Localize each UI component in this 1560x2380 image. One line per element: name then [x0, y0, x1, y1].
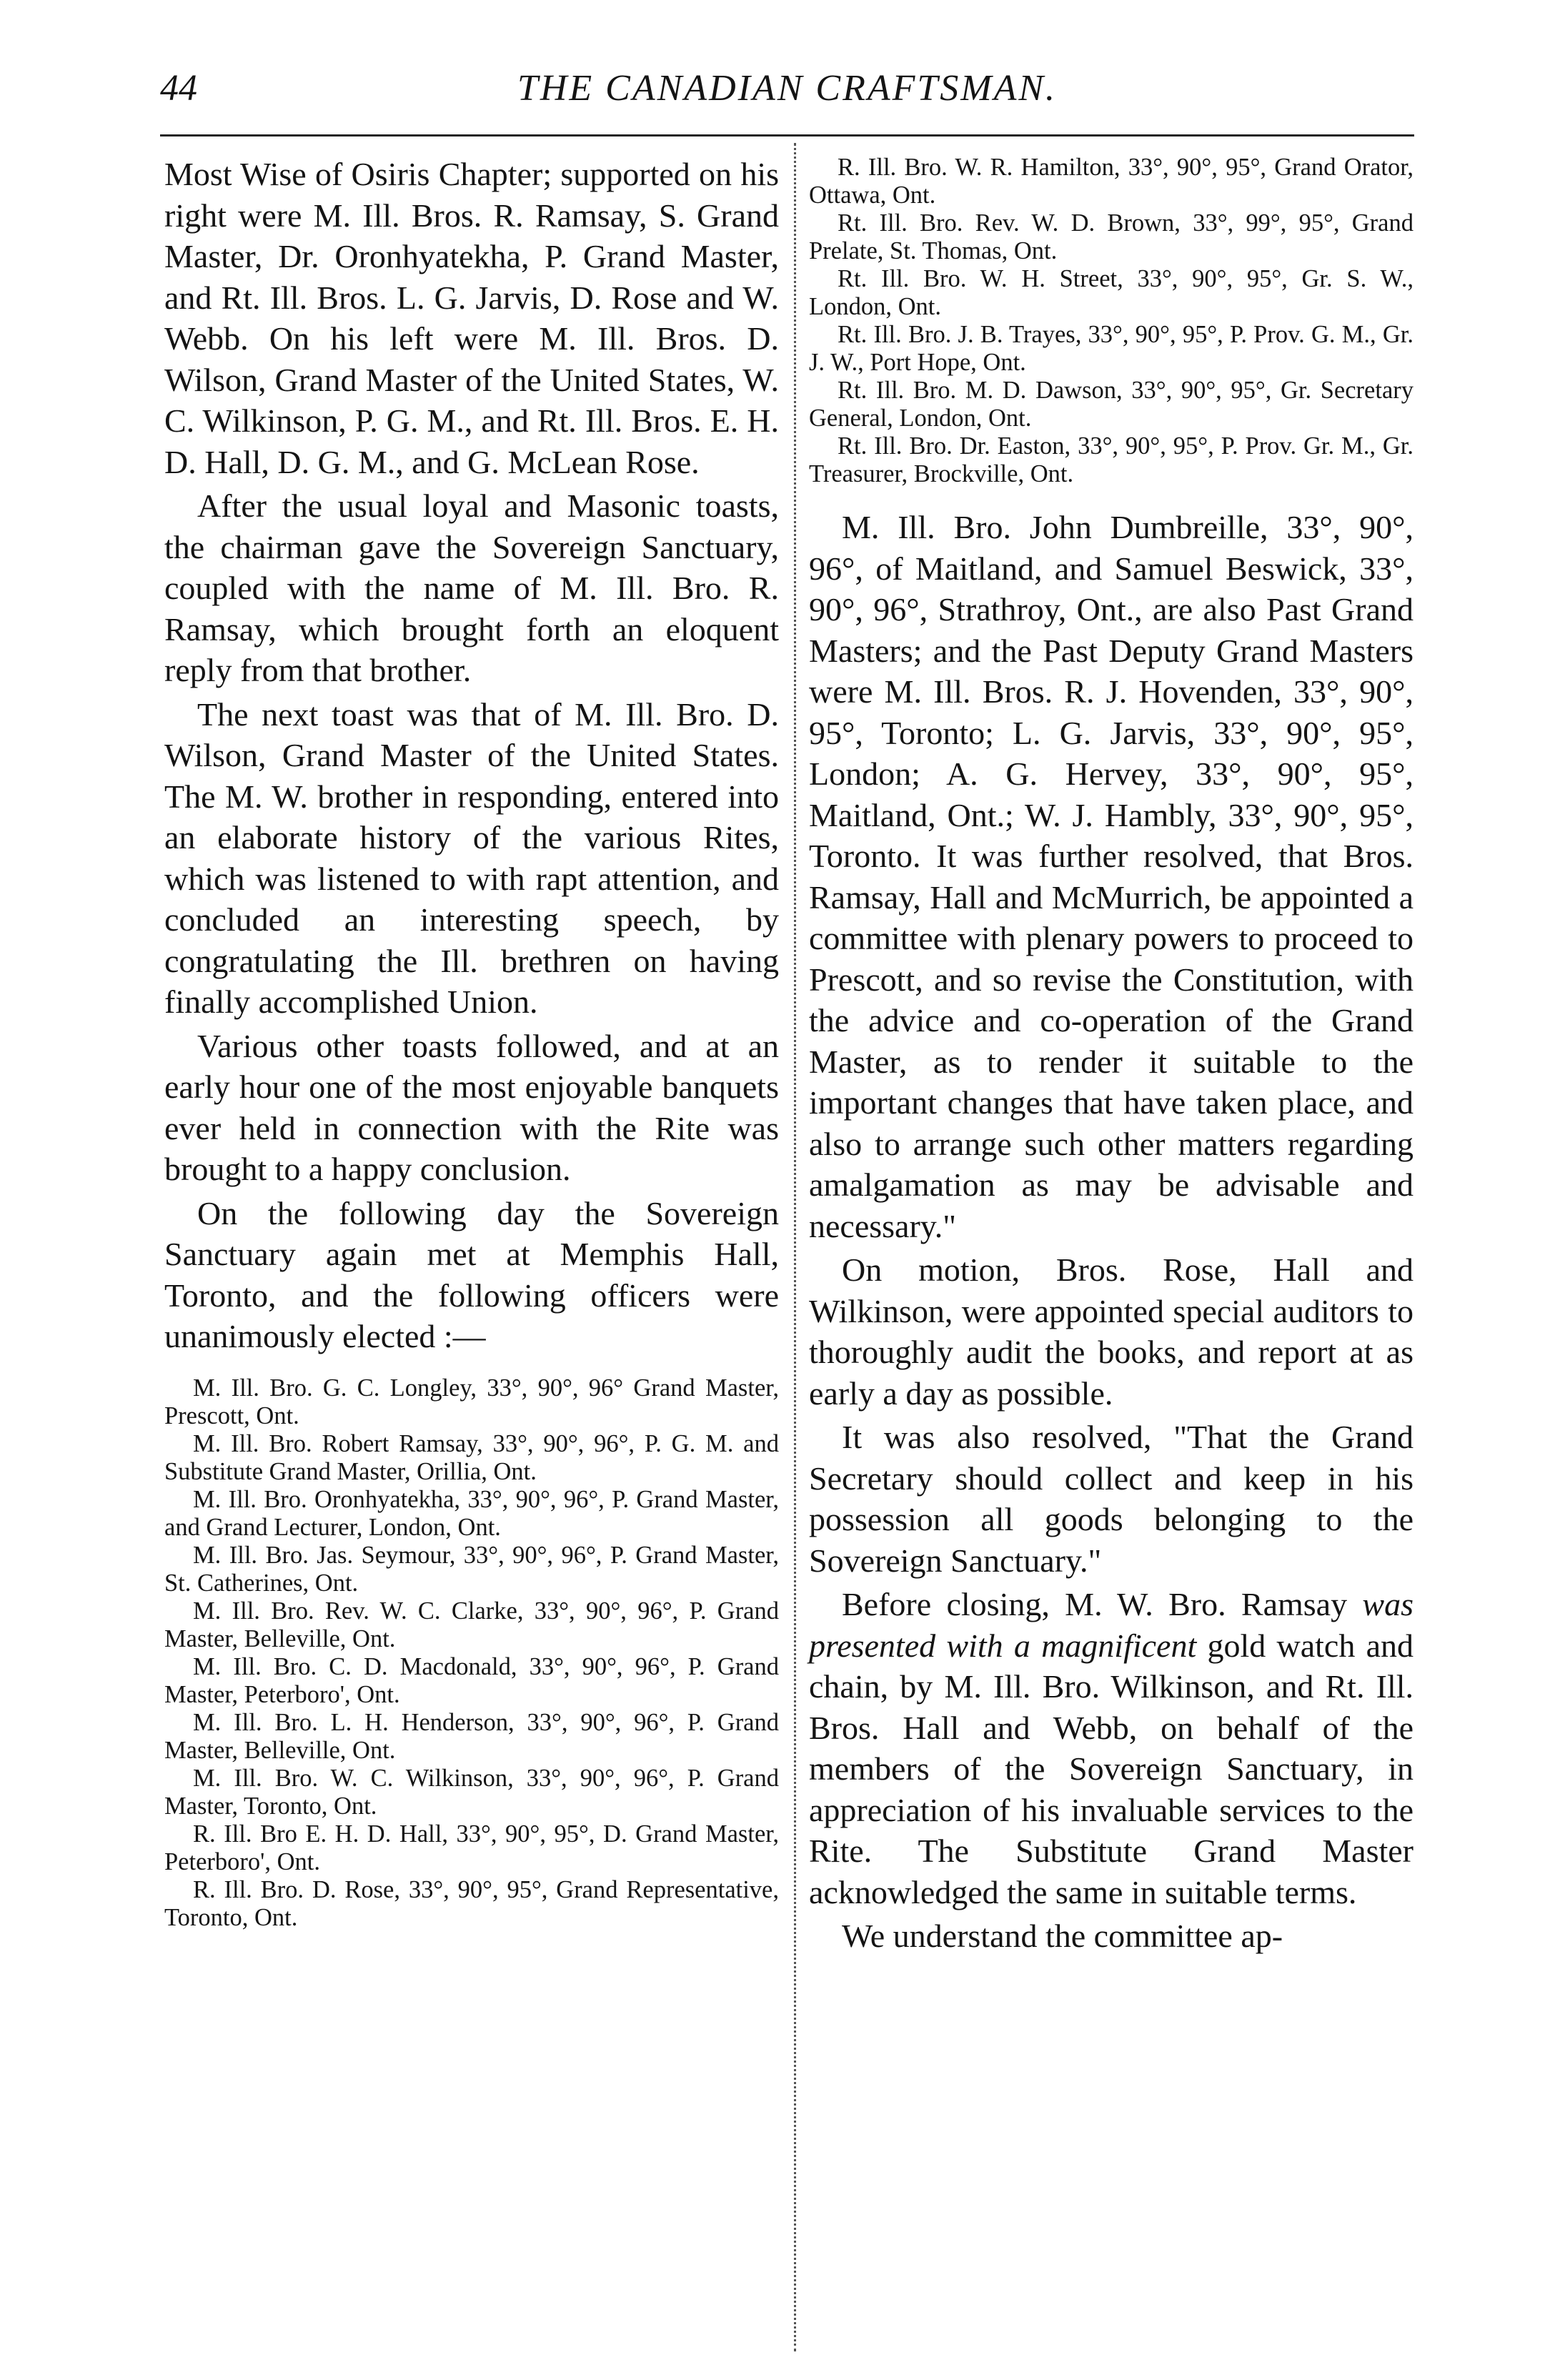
officer-entry: M. Ill. Bro. Rev. W. C. Clarke, 33°, 90°, 96°, P. Grand Master, Belleville, Ont. — [164, 1597, 779, 1652]
paragraph: M. Ill. Bro. John Dumbreille, 33°, 90°, 96°, of Maitland, and Samuel Beswick, 33°, 90°, 96°, Strathroy, Ont., are also Past Grand Masters; and the Past Deputy Grand Masters were M. Ill. Bros. R. J. Hovenden, 33°, 90°, 95°, Toronto; L. G. Jarvis, 33°, 90°, 95°, London; A. G. Hervey, 33°, 90°, 95°, Maitland, Ont.; W. J. Hambly, 33°, 90°, 95°, Toronto. It was further resolved, that Bros. Ramsay, Hall and McMurrich, be appointed a committee with plenary powers to proceed to Prescott, and so revise the Constitution, with the advice and co-operation of the Grand Master, as to render it suitable to the important changes that have taken place, and also to arrange such other matters regarding amalgamation as may be advisable and necessary." — [809, 509, 1414, 1244]
paragraph: We understand the committee ap- — [842, 1918, 1283, 1954]
officer-entry: R. Ill. Bro. W. R. Hamilton, 33°, 90°, 95°, Grand Orator, Ottawa, Ont. — [809, 154, 1414, 209]
officer-entry: M. Ill. Bro. Jas. Seymour, 33°, 90°, 96°, P. Grand Master, St. Catherines, Ont. — [164, 1541, 779, 1597]
italic-text: was presented with a magnificent — [809, 1586, 1414, 1664]
officer-entry: Rt. Ill. Bro. M. D. Dawson, 33°, 90°, 95°, Gr. Secretary General, London, Ont. — [809, 377, 1414, 432]
officer-entry: R. Ill. Bro E. H. D. Hall, 33°, 90°, 95°, D. Grand Master, Peterboro', Ont. — [164, 1820, 779, 1875]
officer-entry: M. Ill. Bro. W. C. Wilkinson, 33°, 90°, 96°, P. Grand Master, Toronto, Ont. — [164, 1764, 779, 1820]
running-title: THE CANADIAN CRAFTSMAN. — [517, 68, 1058, 109]
paragraph: It was also resolved, "That the Grand Secretary should collect and keep in his possession all goods belonging to the Sovereign Sanctuary." — [809, 1419, 1414, 1579]
officer-entry: Rt. Ill. Bro. Rev. W. D. Brown, 33°, 99°, 95°, Grand Prelate, St. Thomas, Ont. — [809, 209, 1414, 264]
officer-entry: M. Ill. Bro. C. D. Macdonald, 33°, 90°, 96°, P. Grand Master, Peterboro', Ont. — [164, 1652, 779, 1708]
officer-entry: Rt. Ill. Bro. W. H. Street, 33°, 90°, 95°, Gr. S. W., London, Ont. — [809, 265, 1414, 320]
paragraph: The next toast was that of M. Ill. Bro. D. Wilson, Grand Master of the United States. The M. W. brother in responding, entered into an elaborate history of the various Rites, which was listened to with rapt attention, and concluded an interesting speech, by congratulating the Ill. brethren on having finally accomplished Union. — [164, 695, 779, 1020]
paragraph: After the usual loyal and Masonic toasts, the chairman gave the Sovereign Sanctuary, coupled with the name of M. Ill. Bro. R. Ramsay, which brought forth an eloquent reply from that brother. — [164, 487, 779, 688]
officer-entry: M. Ill. Bro. Oronhyatekha, 33°, 90°, 96°, P. Grand Master, and Grand Lecturer, London, Ont. — [164, 1485, 779, 1541]
paragraph: Various other toasts followed, and at an early hour one of the most enjoyable banquets ever held in connection with the Rite was brought to a happy conclusion. — [164, 1027, 779, 1187]
paragraph: Most Wise of Osiris Chapter; supported on his right were M. Ill. Bros. R. Ramsay, S. Grand Master, Dr. Oronhyatekha, P. Grand Master, and Rt. Ill. Bros. L. G. Jarvis, D. Rose and W. Webb. On his left were M. Ill. Bros. D. Wilson, Grand Master of the United States, W. C. Wilkinson, P. G. M., and Rt. Ill. Bros. E. H. D. Hall, D. G. M., and G. McLean Rose. — [164, 156, 779, 480]
spacer — [809, 488, 1414, 507]
paragraph-text: gold watch and chain, by M. Ill. Bro. Wilkinson, and Rt. Ill. Bros. Hall and Webb, on behalf of the members of the Sovereign Sanctuary, in appreciation of his invaluable services to the Rite. The Substitute Grand Master acknowledged the same in suitable terms. — [809, 1627, 1414, 1910]
officer-entry: M. Ill. Bro. Robert Ramsay, 33°, 90°, 96°, P. G. M. and Substitute Grand Master, Orillia, Ont. — [164, 1429, 779, 1485]
officer-list — [164, 1374, 779, 1932]
paragraph: On motion, Bros. Rose, Hall and Wilkinson, were appointed special auditors to thoroughly audit the books, and report at as early a day as possible. — [809, 1251, 1414, 1412]
officer-entry: M. Ill. Bro. L. H. Henderson, 33°, 90°, 96°, P. Grand Master, Belleville, Ont. — [164, 1708, 779, 1764]
officer-entry: Rt. Ill. Bro. Dr. Easton, 33°, 90°, 95°, P. Prov. Gr. M., Gr. Treasurer, Brockville, Ont. — [809, 432, 1414, 487]
paragraph — [809, 1584, 1414, 1913]
officer-entry: R. Ill. Bro. D. Rose, 33°, 90°, 95°, Grand Representative, Toronto, Ont. — [164, 1875, 779, 1931]
right-column — [809, 154, 1414, 1957]
officer-entry: Rt. Ill. Bro. J. B. Trayes, 33°, 90°, 95°, P. Prov. G. M., Gr. J. W., Port Hope, Ont. — [809, 321, 1414, 376]
page-header — [160, 67, 1414, 117]
paragraph: On the following day the Sovereign Sanctuary again met at Memphis Hall, Toronto, and the following officers were unanimously elected :— — [164, 1194, 779, 1354]
left-column — [164, 154, 779, 1932]
page-number: 44 — [160, 68, 197, 109]
officer-entry: M. Ill. Bro. G. C. Longley, 33°, 90°, 96° Grand Master, Prescott, Ont. — [164, 1374, 779, 1429]
officer-list — [809, 154, 1414, 488]
column-divider — [794, 143, 796, 2351]
paragraph-text: Before closing, M. W. Bro. Ramsay — [842, 1586, 1363, 1622]
header-rule — [160, 134, 1414, 137]
